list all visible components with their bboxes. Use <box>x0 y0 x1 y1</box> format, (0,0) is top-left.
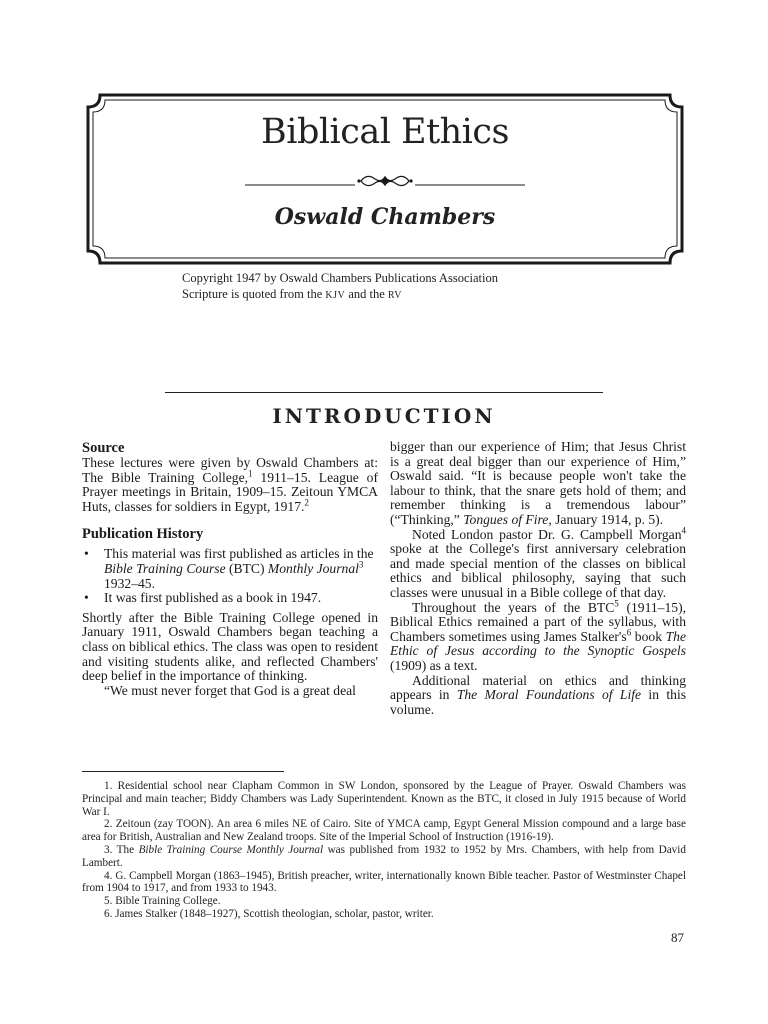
bullet-icon: • <box>84 546 89 562</box>
footnote-ref-2: 2 <box>304 497 309 508</box>
source-heading: Source <box>82 440 125 456</box>
footnote-2: 2. Zeitoun (zay TOON). An area 6 miles NE of Cairo. Site of YMCA camp, Egypt General Mission compound and a large base area for British, Australian and New Zealand troops. Site of the Imperial School of Instruction (1916-19). <box>82 818 686 844</box>
footnote-ref-3: 3 <box>358 559 364 570</box>
list-item-text: It was first published as a book in 1947. <box>104 590 322 606</box>
body-paragraph <box>390 598 687 674</box>
body-text: (1911–15), Biblical Ethics remained a part of the syllabus, with Chambers sometimes using James Stalker's <box>390 599 686 644</box>
publication-list <box>82 547 378 605</box>
footnote-rule <box>82 771 284 772</box>
fleuron-ornament-icon <box>243 171 527 191</box>
left-column <box>82 440 378 698</box>
section-divider <box>165 392 603 393</box>
copyright-line: Copyright 1947 by Oswald Chambers Publications Association <box>182 271 498 285</box>
body-paragraph: “We must never forget that God is a great deal <box>104 682 356 698</box>
page-number: 87 <box>671 930 684 945</box>
source-text: These lectures were given by Oswald Chambers at: The Bible Training College, <box>82 455 378 485</box>
list-item <box>82 547 378 591</box>
cited-title: The Moral Foundations of Life <box>456 687 642 703</box>
footnotes <box>82 780 686 921</box>
cited-title: Tongues of Fire <box>463 511 549 527</box>
list-item-text: This material was first published as articles in the <box>104 546 374 562</box>
bullet-icon: • <box>84 590 89 606</box>
footnote-1: 1. Residential school near Clapham Common in SW London, sponsored by the League of Prayer. Oswald Chambers was Principal and main teacher; Biddy Chambers was Lady Superintendent. Known as the BTC, it closed in July 1915 because of World War I. <box>82 780 686 818</box>
publication-history-heading: Publication History <box>82 526 204 543</box>
footnote-text: was published from 1932 to 1952 by Mrs. Chambers, with help from David Lambert. <box>82 843 686 869</box>
body-text: (1909) as a text. <box>390 657 478 673</box>
body-paragraph <box>390 525 686 601</box>
introduction-heading: INTRODUCTION <box>272 404 496 428</box>
body-text: Noted London pastor Dr. G. Campbell Morgan <box>412 526 682 542</box>
body-text: spoke at the College's first anniversary celebration and made special mention of the classes on biblical ethics and biblical philosophy, saying that such classes were unusual in a Bible college of that day. <box>390 541 686 600</box>
body-text: in this volume. <box>390 687 687 717</box>
body-paragraph <box>390 674 686 718</box>
cited-title: The Ethic of Jesus according to the Synoptic Gospels <box>390 628 687 659</box>
footnote-6: 6. James Stalker (1848–1927), Scottish theologian, scholar, pastor, writer. <box>104 907 434 920</box>
footnote-text: 3. The <box>104 843 139 856</box>
body-text: book <box>631 628 666 644</box>
kjv-abbrev: KJV <box>325 290 346 301</box>
body-text: bigger than our experience of Him; that Jesus Christ is a great deal bigger than our experience of Him,” Oswald said. “It is because people won't take the labour to think, that the snare gets hold of them; and remember thinking is a tremendous labour” (“Thinking,” <box>390 439 686 527</box>
list-item-text: (BTC) <box>225 560 268 576</box>
author-name: Oswald Chambers <box>274 204 496 230</box>
body-paragraph: Shortly after the Bible Training College opened in January 1911, Oswald Chambers began teaching a class on biblical ethics. The class was open to resident and visiting students alike, and reflected Chambers' deep belief in the importance of thinking. <box>82 609 378 684</box>
scripture-line-prefix: Scripture is quoted from the <box>182 287 326 301</box>
scripture-line-mid: and the <box>345 287 388 301</box>
journal-title: Monthly Journal <box>267 560 359 576</box>
footnote-ref-1: 1 <box>248 468 253 479</box>
journal-title: Bible Training Course <box>104 560 226 576</box>
scripture-line <box>182 286 498 304</box>
cited-title: Bible Training Course Monthly Journal <box>138 843 324 856</box>
body-paragraph <box>390 440 686 528</box>
footnote-5: 5. Bible Training College. <box>104 895 221 908</box>
copyright-block <box>182 270 498 304</box>
footnote-3 <box>82 844 686 870</box>
book-title: Biblical Ethics <box>261 112 509 152</box>
footnote-4: 4. G. Campbell Morgan (1863–1945), British preacher, writer, internationally known Bible teacher. Pastor of Westminster Chapel from 1904 to 1917, and from 1933 to 1943. <box>82 869 686 895</box>
footnote-ref-4: 4 <box>681 525 686 536</box>
rv-abbrev: RV <box>387 290 403 301</box>
source-paragraph <box>82 456 378 514</box>
footnote-ref-5: 5 <box>614 598 619 608</box>
right-column <box>390 440 686 717</box>
body-text: Additional material on ethics and thinking appears in <box>390 672 686 703</box>
source-text-cont: 1911–15. League of Prayer meetings in Britain, 1909–15. Zeitoun YMCA Huts, classes for soldiers in Egypt, 1917. <box>82 469 378 514</box>
body-text: , January 1914, p. 5). <box>548 511 664 527</box>
list-item-text: 1932–45. <box>104 575 155 591</box>
footnote-ref-6: 6 <box>626 627 632 638</box>
body-text: Throughout the years of the BTC <box>412 599 615 615</box>
list-item <box>82 591 378 606</box>
